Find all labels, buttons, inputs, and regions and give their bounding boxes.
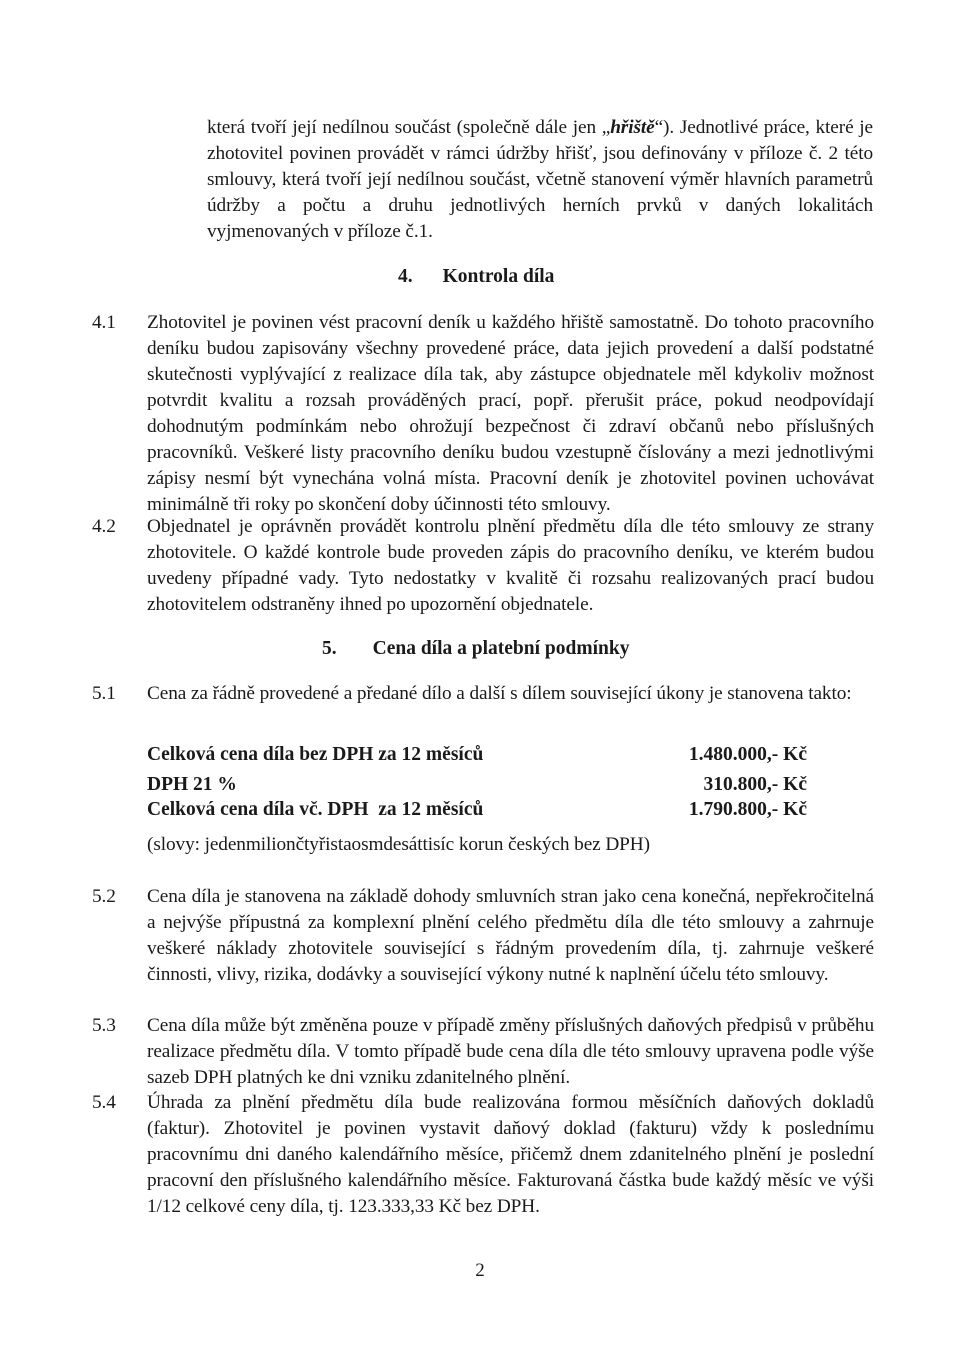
clause-text: Zhotovitel je povinen vést pracovní deník u každého hřiště samostatně. Do tohoto pracovního deníku budou zapisovány všechny provedené práce, data jejich provedení a další podstatné skutečnosti vyplývající z realizace díla tak, aby zástupce objednatele měl kdykoliv možnost potvrdit kvalitu a rozsah prováděných prací, popř. přerušit práce, pokud neodpovídají dohodnutým podmínkám nebo ohrožují bezpečnost či zdraví občanů nebo příslušných pracovníků. Veškeré listy pracovního deníku budou vzestupně číslovány a mezi jednotlivými zápisy nesmí být vynechána volná místa. Pracovní deník je zhotovitel povinen uchovávat minimálně tři roky po skončení doby účinnosti této smlouvy. (147, 312, 874, 515)
clause-4-2 (92, 514, 874, 618)
price-value: 1.480.000,- Kč (688, 744, 807, 765)
clause-number: 5.4 (92, 1092, 116, 1113)
price-row (147, 742, 807, 768)
price-label: Celková cena díla bez DPH za 12 měsíců (147, 744, 484, 765)
clause-number: 5.3 (92, 1015, 116, 1036)
intro-text-after: “). Jednotlivé práce, které je zhotovitel povinen provádět v rámci údržby hřišť, jsou definovány v příloze č. 2 této smlouvy, která tvoří její nedílnou součást, včetně stanovení výměr hlavních parametrů údržby a počtu a druhu jednotlivých herních prvků v daných lokalitách vyjmenovaných v příloze č.1. (207, 117, 873, 242)
clause-5-2 (92, 884, 874, 988)
clause-4-1 (92, 310, 874, 518)
section-4-number: 4. (398, 266, 413, 287)
section-5-number: 5. (322, 638, 337, 659)
intro-defined-term: hřiště (610, 117, 655, 138)
clause-5-1 (92, 681, 874, 707)
clause-text: Objednatel je oprávněn provádět kontrolu plnění předmětu díla dle této smlouvy ze strany zhotovitele. O každé kontrole bude proveden zápis do pracovního deníku, ve kterém budou uvedeny případné vady. Tyto nedostatky v kvalitě či rozsahu realizovaných prací budou zhotovitelem odstraněny ihned po upozornění objednatele. (147, 516, 874, 615)
price-row (147, 797, 807, 823)
clause-number: 5.1 (92, 683, 116, 704)
price-label: DPH 21 % (147, 774, 237, 795)
section-4-title: Kontrola díla (442, 266, 555, 287)
clause-number: 4.2 (92, 516, 116, 537)
page-number: 2 (475, 1260, 485, 1281)
clause-text: Cena díla může být změněna pouze v případě změny příslušných daňových předpisů v průběhu realizace předmětu díla. V tomto případě bude cena díla dle této smlouvy upravena podle výše sazeb DPH platných ke dni vzniku zdanitelného plnění. (147, 1015, 874, 1088)
intro-paragraph (207, 115, 873, 245)
price-in-words: (slovy: jedenmiliončtyřistaosmdesáttisíc korun českých bez DPH) (147, 834, 650, 855)
price-row (147, 772, 807, 798)
clause-number: 4.1 (92, 312, 116, 333)
clause-5-4 (92, 1090, 874, 1220)
section-5-title: Cena díla a platební podmínky (372, 638, 630, 659)
price-label: Celková cena díla vč. DPH za 12 měsíců (147, 799, 484, 820)
clause-text: Cena díla je stanovena na základě dohody smluvních stran jako cena konečná, nepřekročitelná a nejvýše přípustná za komplexní plnění celého předmětu díla dle této smlouvy a zahrnuje veškeré náklady zhotovitele související s řádným provedením díla, tj. zahrnuje veškeré činnosti, vlivy, rizika, dodávky a související výkony nutné k naplnění účelu této smlouvy. (147, 886, 874, 985)
section-5-heading (322, 636, 629, 662)
clause-number: 5.2 (92, 886, 116, 907)
price-value: 310.800,- Kč (703, 774, 807, 795)
clause-text: Úhrada za plnění předmětu díla bude realizována formou měsíčních daňových dokladů (faktur). Zhotovitel je povinen vystavit daňový doklad (fakturu) vždy k poslednímu pracovnímu dni daného kalendářního měsíce, přičemž dnem zdanitelného plnění je poslední pracovní den příslušného kalendářního měsíce. Fakturovaná částka bude každý měsíc ve výši 1/12 celkové ceny díla, tj. 123.333,33 Kč bez DPH. (147, 1092, 874, 1217)
section-4-heading (398, 264, 554, 290)
intro-text-before: která tvoří její nedílnou součást (společně dále jen „ (207, 117, 611, 138)
clause-5-3 (92, 1013, 874, 1091)
price-value: 1.790.800,- Kč (688, 799, 807, 820)
clause-text: Cena za řádně provedené a předané dílo a další s dílem související úkony je stanovena takto: (147, 683, 852, 704)
